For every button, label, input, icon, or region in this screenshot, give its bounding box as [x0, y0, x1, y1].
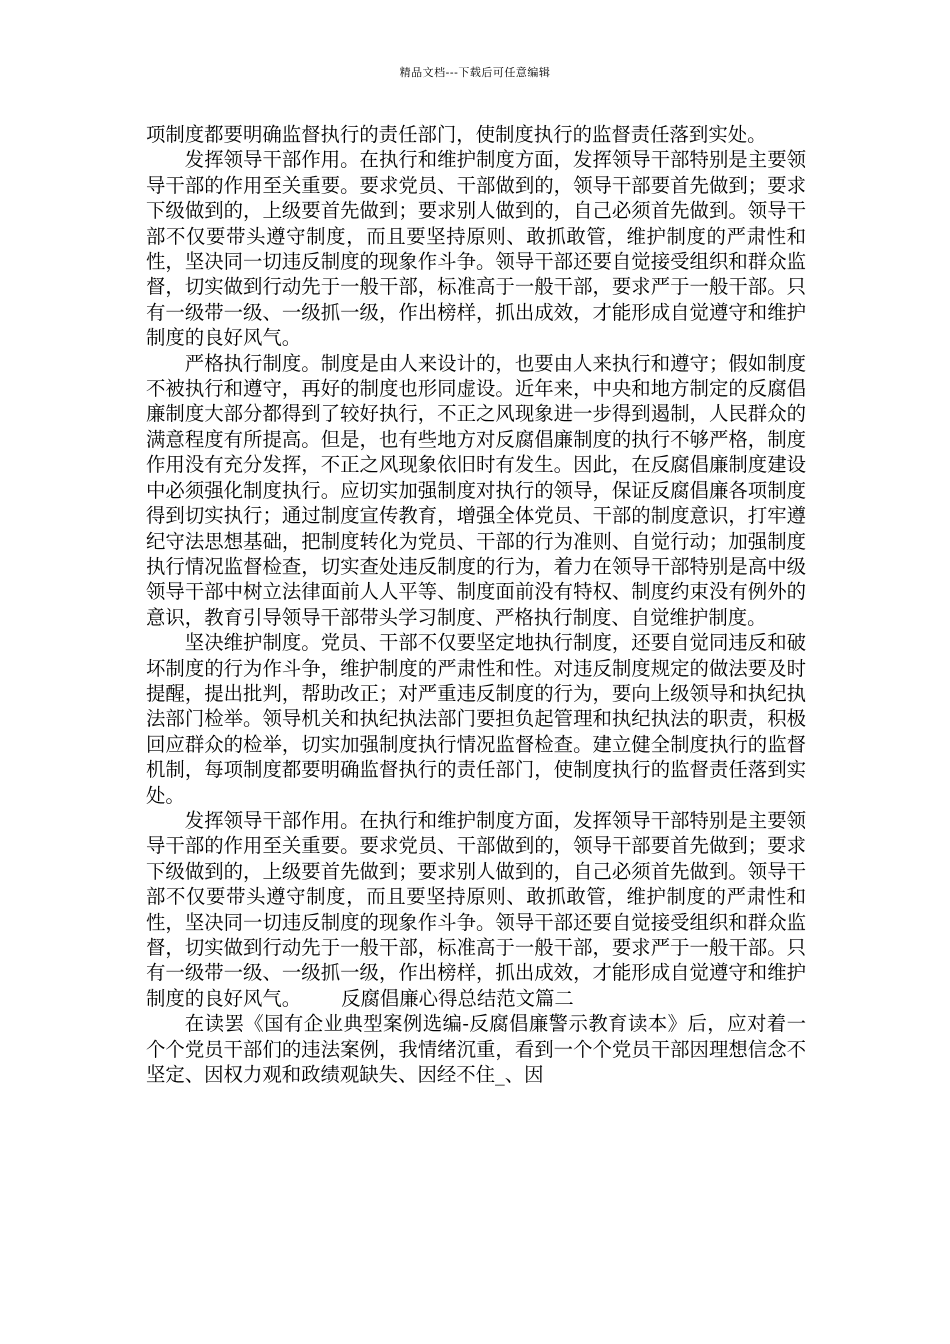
- paragraph-2: 发挥领导干部作用。在执行和维护制度方面，发挥领导干部特别是主要领导干部的作用至关重要。要求党员、干部做到的，领导干部要首先做到；要求下级做到的，上级要首先做到；要求别人做到的，自己必须首先做到。领导干部不仅要带头遵守制度，而且要坚持原则、敢抓敢管，维护制度的严肃性和性，坚决同一切违反制度的现象作斗争。领导干部还要自觉接受组织和群众监督，切实做到行动先于一般干部，标准高于一般干部，要求严于一般干部。只有一级带一级、一级抓一级，作出榜样，抓出成效，才能形成自觉遵守和维护制度的良好风气。: [146, 148, 806, 350]
- page-header: 精品文档---下载后可任意编辑: [399, 66, 551, 79]
- paragraph-6: 在读罢《国有企业典型案例选编-反腐倡廉警示教育读本》后，应对着一个个党员干部们的违法案例，我情绪沉重，看到一个个党员干部因理想信念不坚定、因权力观和政绩观缺失、因经不住_、因: [146, 1012, 806, 1087]
- paragraph-4: 坚决维护制度。党员、干部不仅要坚定地执行制度，还要自觉同违反和破坏制度的行为作斗争，维护制度的严肃性和性。对违反制度规定的做法要及时提醒，提出批判，帮助改正；对严重违反制度的行为，要向上级领导和执纪执法部门检举。领导机关和执纪执法部门要担负起管理和执纪执法的职责，积极回应群众的检举，切实加强制度执行情况监督检查。建立健全制度执行的监督机制，每项制度都要明确监督执行的责任部门，使制度执行的监督责任落到实处。: [146, 631, 806, 807]
- section-title: 反腐倡廉心得总结范文篇二: [341, 986, 574, 1010]
- paragraph-1: 项制度都要明确监督执行的责任部门，使制度执行的监督责任落到实处。: [146, 123, 767, 146]
- paragraph-3: 严格执行制度。制度是由人来设计的，也要由人来执行和遵守；假如制度不被执行和遵守，再好的制度也形同虚设。近年来，中央和地方制定的反腐倡廉制度大部分都得到了较好执行，不正之风现象进一步得到遏制，人民群众的满意程度有所提高。但是，也有些地方对反腐倡廉制度的执行不够严格，制度作用没有充分发挥，不正之风现象依旧时有发生。因此，在反腐倡廉制度建设中必须强化制度执行。应切实加强制度对执行的领导，保证反腐倡廉各项制度得到切实执行；通过制度宣传教育，增强全体党员、干部的制度意识，打牢遵纪守法思想基础，把制度转化为党员、干部的行为准则、自觉行动；加强制度执行情况监督检查，切实查处违反制度的行为，着力在领导干部特别是高中级领导干部中树立法律面前人人平等、制度面前没有特权、制度约束没有例外的意识，教育引导领导干部带头学习制度、严格执行制度、自觉维护制度。: [146, 351, 806, 629]
- document-body: [146, 122, 806, 1087]
- paragraph-5-text: 发挥领导干部作用。在执行和维护制度方面，发挥领导干部特别是主要领导干部的作用至关重要。要求党员、干部做到的，领导干部要首先做到；要求下级做到的，上级要首先做到；要求别人做到的，自己必须首先做到。领导干部不仅要带头遵守制度，而且要坚持原则、敢抓敢管，维护制度的严肃性和性，坚决同一切违反制度的现象作斗争。领导干部还要自觉接受组织和群众监督，切实做到行动先于一般干部，标准高于一般干部，要求严于一般干部。只有一级带一级、一级抓一级，作出榜样，抓出成效，才能形成自觉遵守和维护制度的良好风气。: [146, 808, 806, 1010]
- paragraph-5: [146, 808, 806, 1011]
